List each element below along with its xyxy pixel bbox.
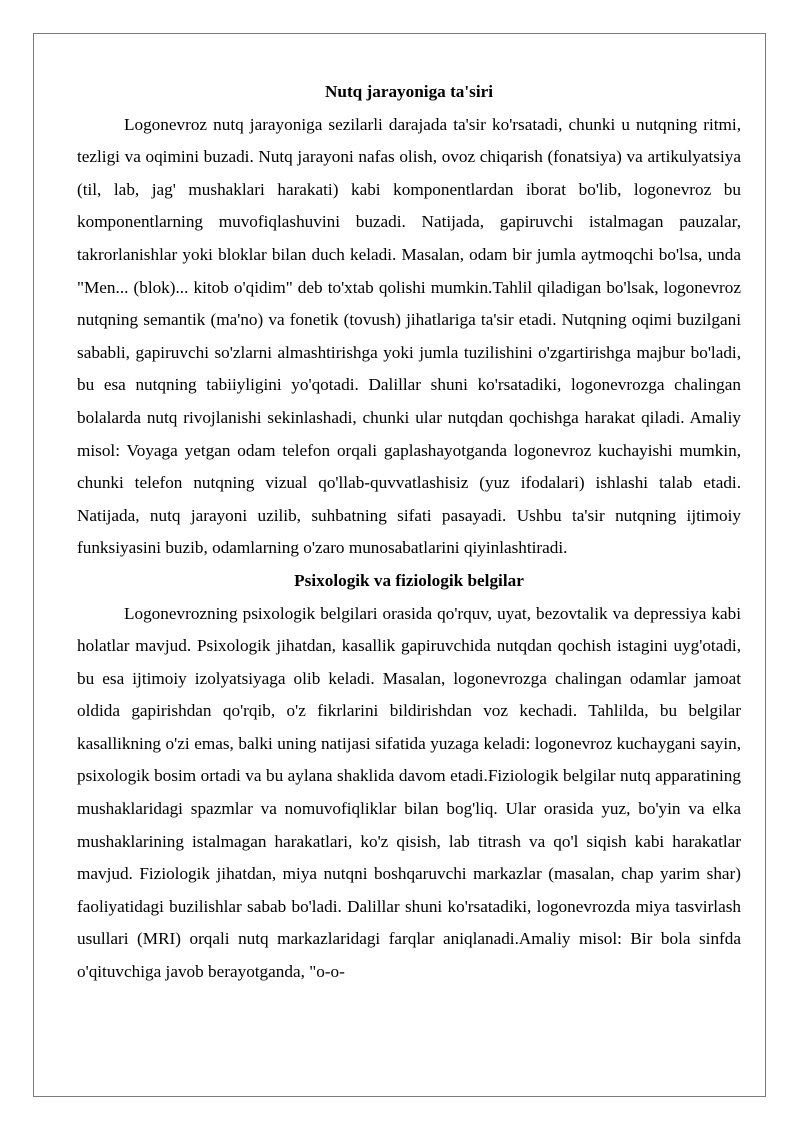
paragraph-psychological-physiological: Logonevrozning psixologik belgilari orasida qo'rquv, uyat, bezovtalik va depressiya kabi holatlar mavjud. Psixologik jihatdan, kasallik gapiruvchida nutqdan qochish istagini uyg'otadi, bu esa ijtimoiy izolyatsiyaga olib keladi. Masalan, logonevrozga chalingan odamlar jamoat oldida gapirishdan qo'rqib, o'z fikrlarini bildirishdan voz kechadi. Tahlilda, bu belgilar kasallikning o'zi emas, balki uning natijasi sifatida yuzaga keladi: logonevroz kuchaygani sayin, psixologik bosim ortadi va bu aylana shaklida davom etadi.Fiziologik belgilar nutq apparatining mushaklaridagi spazmlar va nomuvofiqliklar bilan bog'liq. Ular orasida yuz, bo'yin va elka mushaklarining istalmagan harakatlari, ko'z qisish, lab titrash va qo'l siqish kabi harakatlar mavjud. Fiziologik jihatdan, miya nutqni boshqaruvchi markazlar (masalan, chap yarim shar) faoliyatidagi buzilishlar sabab bo'ladi. Dalillar shuni ko'rsatadiki, logonevrozda miya tasvirlash usullari (MRI) orqali nutq markazlaridagi farqlar aniqlanadi.Amaliy misol: Bir bola sinfda o'qituvchiga javob berayotganda, "o-o-	[77, 603, 741, 982]
section-heading-speech-process: Nutq jarayoniga ta'siri	[324, 82, 494, 101]
section-heading-psychological-physiological: Psixologik va fiziologik belgilar	[294, 570, 524, 590]
paragraph-speech-process: Logonevroz nutq jarayoniga sezilarli darajada ta'sir ko'rsatadi, chunki u nutqning ritmi, tezligi va oqimini buzadi. Nutq jarayoni nafas olish, ovoz chiqarish (fonatsiya) va artikulyatsiya (til, lab, jag' mushaklari harakati) kabi komponentlardan iborat bo'lib, logonevroz bu komponentlarning muvofiqlashuvini buzadi. Natijada, gapiruvchi istalmagan pauzalar, takrorlanishlar yoki bloklar bilan duch keladi. Masalan, odam bir jumla aytmoqchi bo'lsa, unda "Men... (blok)... kitob o'qidim" deb to'xtab qolishi mumkin.Tahlil qiladigan bo'lsak, logonevroz nutqning semantik (ma'no) va fonetik (tovush) jihatlariga ta'sir etadi. Nutqning oqimi buzilgani sababli, gapiruvchi so'zlarni almashtirishga yoki jumla tuzilishini o'zgartirishga majbur bo'ladi, bu esa nutqning tabiiyligini yo'qotadi. Dalillar shuni ko'rsatadiki, logonevrozga chalingan bolalarda nutq rivojlanishi sekinlashadi, chunki ular nutqdan qochishga harakat qiladi. Amaliy misol: Voyaga yetgan odam telefon orqali gaplashayotganda logonevroz kuchayishi mumkin, chunki telefon nutqning vizual qo'llab-quvvatlashisiz (yuz ifodalari) ishlashi talab etadi. Natijada, nutq jarayoni uzilib, suhbatning sifati pasayadi. Ushbu ta'sir nutqning ijtimoiy funksiyasini buzib, odamlarning o'zaro munosabatlarini qiyinlashtiradi.	[77, 114, 741, 558]
document-body	[77, 76, 741, 989]
